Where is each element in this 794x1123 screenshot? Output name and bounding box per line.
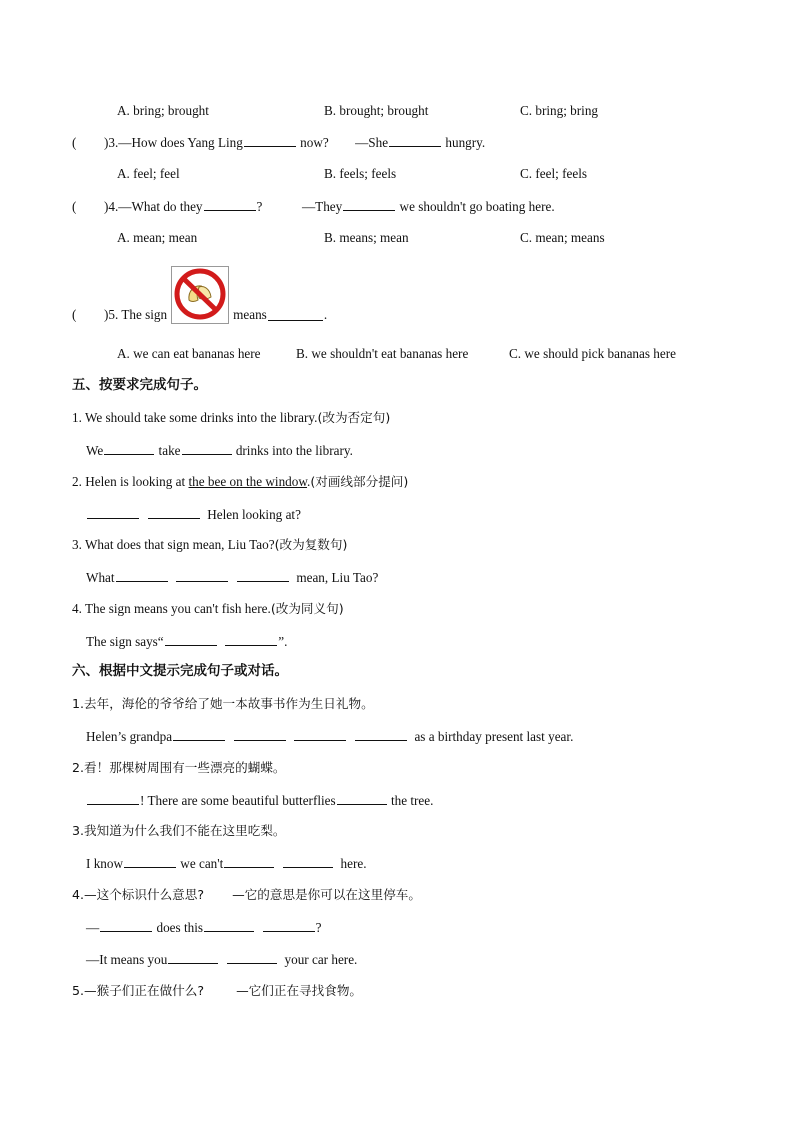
s6-4-blank-3[interactable] <box>263 918 315 932</box>
q2-option-c: C. bring; bring <box>520 103 599 118</box>
section-6-title: 六、根据中文提示完成句子或对话。 <box>72 663 288 679</box>
s6-3-blank-1[interactable] <box>124 854 176 868</box>
s5-item-2-prompt: 2. Helen is looking at the bee on the window.(对画线部分提问) <box>72 474 409 489</box>
q5-blank[interactable] <box>268 307 323 321</box>
q4-option-a: A. mean; mean <box>117 230 198 245</box>
s6-3-blank-3[interactable] <box>283 854 333 868</box>
s6-item-5-prompt: 5.—猴子们正在做什么? —它们正在寻找食物。 <box>72 983 363 998</box>
s5-1-blank-2[interactable] <box>182 441 232 455</box>
section-5-title: 五、按要求完成句子。 <box>72 377 207 393</box>
q5-option-b: B. we shouldn't eat bananas here <box>296 346 469 361</box>
s6-item-2-answer: ! There are some beautiful butterflies the tree. <box>86 791 433 810</box>
q3-blank-2[interactable] <box>389 133 441 147</box>
q3-blank-1[interactable] <box>244 133 296 147</box>
s6-item-3-prompt: 3.我知道为什么我们不能在这里吃梨。 <box>72 823 286 838</box>
q5-stem: ( )5. The sign means . <box>72 264 327 324</box>
q2-option-b: B. brought; brought <box>324 103 429 118</box>
s6-item-2-prompt: 2.看！那棵树周围有一些漂亮的蝴蝶。 <box>72 760 286 775</box>
underlined-phrase: the bee on the window <box>188 474 308 489</box>
q3-stem: ( )3.—How does Yang Ling now? —She hungry. <box>72 135 486 150</box>
no-bananas-sign-icon <box>171 266 229 324</box>
q4-option-c: C. mean; means <box>520 230 605 245</box>
q4-blank-1[interactable] <box>204 197 256 211</box>
s5-3-blank-1[interactable] <box>116 568 168 582</box>
q4-stem: ( )4.—What do they ? —They we shouldn't go boating here. <box>72 199 555 214</box>
q4-blank-2[interactable] <box>343 197 395 211</box>
s5-item-4-prompt: 4. The sign means you can't fish here.(改为同义句) <box>72 601 344 616</box>
s6-item-4-answer-1: — does this ? <box>86 920 322 935</box>
q5-option-c: C. we should pick bananas here <box>509 346 676 361</box>
s5-item-2-answer: Helen looking at? <box>86 505 301 524</box>
q4-option-b: B. means; mean <box>324 230 409 245</box>
s6-item-1-prompt: 1.去年，海伦的爷爷给了她一本故事书作为生日礼物。 <box>72 696 374 711</box>
s6-4-blank-4[interactable] <box>168 950 218 964</box>
s6-4-blank-1[interactable] <box>100 918 152 932</box>
s5-4-blank-1[interactable] <box>165 632 217 646</box>
s5-item-1-answer: We take drinks into the library. <box>86 443 353 458</box>
s5-4-blank-2[interactable] <box>225 632 277 646</box>
s6-item-4-prompt: 4.—这个标识什么意思? —它的意思是你可以在这里停车。 <box>72 887 421 902</box>
s6-3-blank-2[interactable] <box>224 854 274 868</box>
s6-item-3-answer: I know we can't here. <box>86 856 367 871</box>
s6-4-blank-2[interactable] <box>204 918 254 932</box>
s6-item-4-answer-2: —It means you your car here. <box>86 952 358 967</box>
s5-item-3-answer: What mean, Liu Tao? <box>86 570 379 585</box>
s5-item-1-prompt: 1. We should take some drinks into the library.(改为否定句) <box>72 410 391 425</box>
s6-2-blank-2[interactable] <box>337 791 387 805</box>
s5-2-blank-1[interactable] <box>87 505 139 519</box>
s5-3-blank-3[interactable] <box>237 568 289 582</box>
q5-option-a: A. we can eat bananas here <box>117 346 261 361</box>
q3-option-c: C. feel; feels <box>520 166 588 181</box>
s6-1-blank-3[interactable] <box>294 727 346 741</box>
s6-2-blank-1[interactable] <box>87 791 139 805</box>
s5-3-blank-2[interactable] <box>176 568 228 582</box>
s5-2-blank-2[interactable] <box>148 505 200 519</box>
s5-1-blank-1[interactable] <box>104 441 154 455</box>
s6-item-1-answer: Helen’s grandpa as a birthday present last year. <box>86 729 574 744</box>
s6-1-blank-4[interactable] <box>355 727 407 741</box>
q3-option-b: B. feels; feels <box>324 166 397 181</box>
s6-1-blank-1[interactable] <box>173 727 225 741</box>
q2-option-a: A. bring; brought <box>117 103 209 118</box>
s5-item-3-prompt: 3. What does that sign mean, Liu Tao?(改为复数句) <box>72 537 348 552</box>
s6-4-blank-5[interactable] <box>227 950 277 964</box>
q3-option-a: A. feel; feel <box>117 166 180 181</box>
s5-item-4-answer: The sign says“ ”. <box>86 634 288 649</box>
s6-1-blank-2[interactable] <box>234 727 286 741</box>
